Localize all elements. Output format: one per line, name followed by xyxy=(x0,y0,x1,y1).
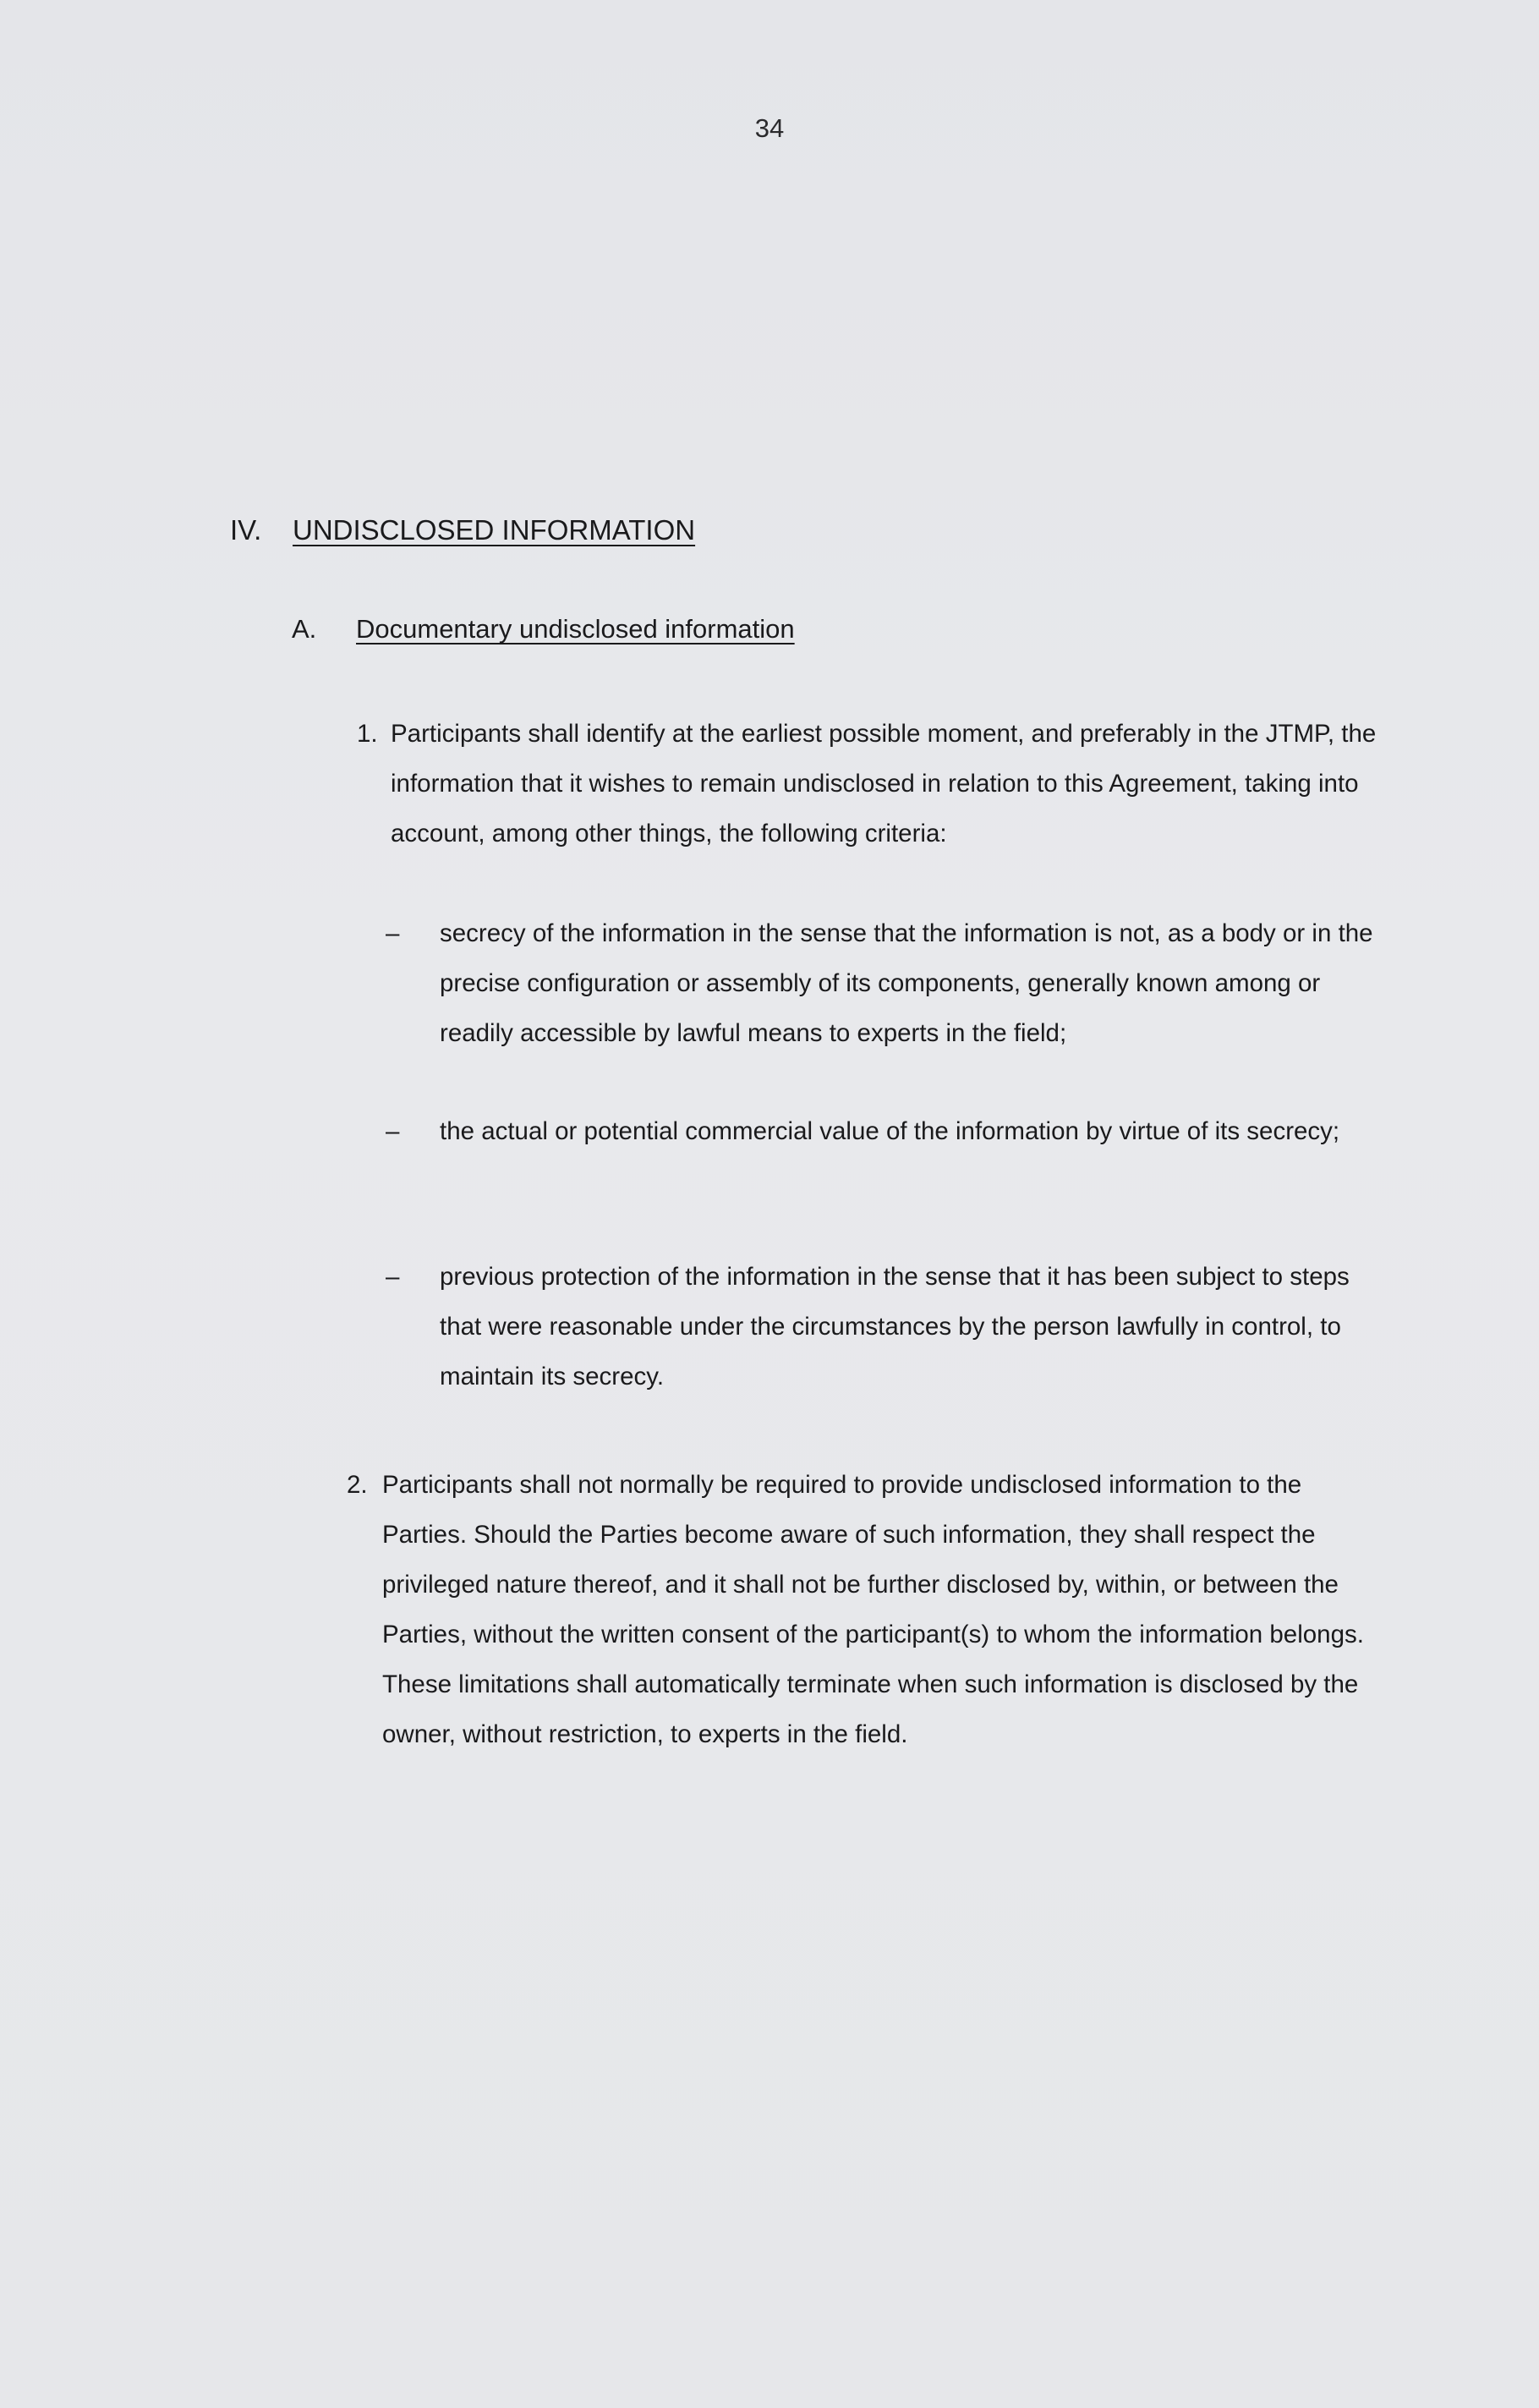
criterion-previous-protection xyxy=(386,1252,1394,1401)
paragraph-1 xyxy=(357,709,1388,858)
section-numeral: IV. xyxy=(230,514,262,546)
dash-bullet: – xyxy=(386,1263,400,1291)
subsection-letter: A. xyxy=(292,614,317,644)
criterion-secrecy xyxy=(386,908,1394,1058)
section-title: UNDISCLOSED INFORMATION xyxy=(293,514,696,546)
subsection-heading xyxy=(292,614,795,645)
paragraph-text: Participants shall not normally be required to provide undisclosed information to the Parties. Should the Parties become aware of such information, they shall respect the privileged nature thereof, and it shall not be further disclosed by, within, or between the Parties, without the written consent of the participant(s) to whom the information belongs. These limitations shall automatically terminate when such information is disclosed by the owner, without restriction, to experts in the field. xyxy=(382,1471,1364,1748)
dash-bullet: – xyxy=(386,1117,400,1145)
subsection-title: Documentary undisclosed information xyxy=(356,614,795,644)
dash-bullet: – xyxy=(386,919,400,947)
paragraph-number: 2. xyxy=(347,1471,368,1499)
criterion-text: secrecy of the information in the sense that the information is not, as a body or in the precise configuration or assembly of its components, generally known among or readily accessible by lawful means to experts in the field; xyxy=(440,919,1373,1047)
criterion-commercial-value xyxy=(386,1106,1394,1156)
paragraph-number: 1. xyxy=(357,720,378,748)
criterion-text: previous protection of the information in the sense that it has been subject to steps that were reasonable under the circumstances by the person lawfully in control, to maintain its secrecy. xyxy=(440,1263,1350,1390)
paragraph-2 xyxy=(347,1460,1387,1759)
paragraph-text: Participants shall identify at the earliest possible moment, and preferably in the JTMP, the information that it wishes to remain undisclosed in relation to this Agreement, taking into account, among other things, the following criteria: xyxy=(391,720,1377,847)
criterion-text: the actual or potential commercial value of the information by virtue of its secrecy; xyxy=(440,1117,1340,1145)
section-heading xyxy=(230,514,695,546)
page-number: 34 xyxy=(754,113,785,143)
